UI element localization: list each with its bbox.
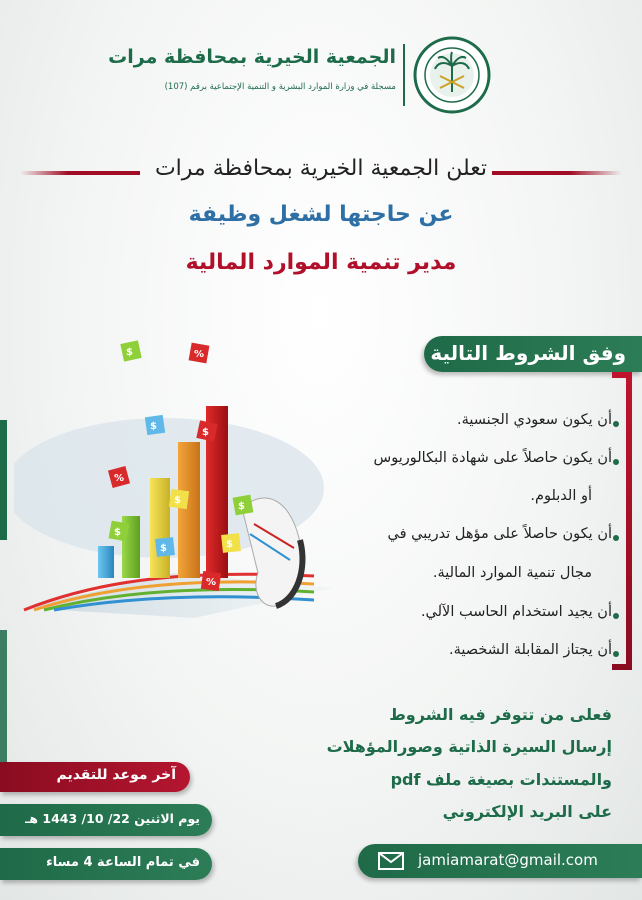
apply-instructions: على البريد الإلكتروني xyxy=(442,802,612,821)
deadline-title: آخر موعد للتقديم xyxy=(56,767,176,783)
deadline-date-badge xyxy=(0,804,212,836)
left-accent-bar-lower xyxy=(0,630,7,770)
job-title: مدير تنمية الموارد المالية xyxy=(185,250,457,275)
condition-item: أن يجتاز المقابلة الشخصية. xyxy=(449,642,612,658)
svg-text:$: $ xyxy=(174,495,181,506)
svg-text:$: $ xyxy=(238,501,245,512)
svg-text:$: $ xyxy=(202,427,209,438)
bullet-icon xyxy=(613,651,619,657)
email-address[interactable]: jamiamarat@gmail.com xyxy=(418,851,598,869)
condition-item: مجال تنمية الموارد المالية. xyxy=(432,565,592,581)
organization-name: الجمعية الخيرية بمحافظة مرات xyxy=(108,46,396,68)
left-accent-bar xyxy=(0,420,7,540)
svg-text:$: $ xyxy=(126,347,133,358)
apply-instructions: والمستندات بصيغة ملف pdf xyxy=(390,770,612,789)
email-contact-bar[interactable] xyxy=(358,844,642,878)
registration-text: مسجلة في وزارة الموارد البشرية و التنمية الإجتماعية برقم (107) xyxy=(164,82,396,92)
bullet-icon xyxy=(613,459,619,465)
svg-text:%: % xyxy=(114,473,125,484)
svg-text:$: $ xyxy=(150,421,157,432)
right-bracket-bottom xyxy=(612,664,632,670)
svg-text:%: % xyxy=(194,349,205,360)
svg-text:%: % xyxy=(206,577,217,588)
envelope-icon xyxy=(378,852,404,870)
condition-item: أن يجيد استخدام الحاسب الآلي. xyxy=(420,604,612,620)
deadline-time: في تمام الساعة 4 مساء xyxy=(46,855,200,870)
announcement-headline: تعلن الجمعية الخيرية بمحافظة مرات xyxy=(154,156,488,181)
condition-item: أن يكون حاصلاً على شهادة البكالوريوس xyxy=(373,450,612,466)
conditions-title: وفق الشروط التالية xyxy=(430,341,626,365)
right-bracket-top xyxy=(612,372,632,378)
conditions-header xyxy=(424,336,642,372)
right-bracket xyxy=(626,372,632,670)
apply-instructions: فعلى من تتوفر فيه الشروط xyxy=(389,705,612,724)
header-divider xyxy=(403,44,405,106)
condition-item: أن يكون سعودي الجنسية. xyxy=(456,412,612,428)
announcement-subheadline: عن حاجتها لشغل وظيفة xyxy=(188,202,454,227)
svg-text:$: $ xyxy=(114,527,121,538)
deadline-header xyxy=(0,762,190,792)
deadline-time-badge xyxy=(0,848,212,880)
condition-item: أن يكون حاصلاً على مؤهل تدريبي في xyxy=(387,526,612,542)
financial-chart-illustration xyxy=(14,338,340,620)
bullet-icon xyxy=(613,535,619,541)
apply-instructions: إرسال السيرة الذاتية وصورالمؤهلات xyxy=(326,737,612,756)
bullet-icon xyxy=(613,613,619,619)
deadline-date: يوم الاثنين 22/ 10/ 1443 هـ xyxy=(25,811,200,826)
organization-logo xyxy=(413,36,491,114)
bullet-icon xyxy=(613,421,619,427)
condition-item: أو الدبلوم. xyxy=(530,488,592,504)
svg-text:$: $ xyxy=(226,539,233,550)
svg-text:$: $ xyxy=(160,543,167,554)
